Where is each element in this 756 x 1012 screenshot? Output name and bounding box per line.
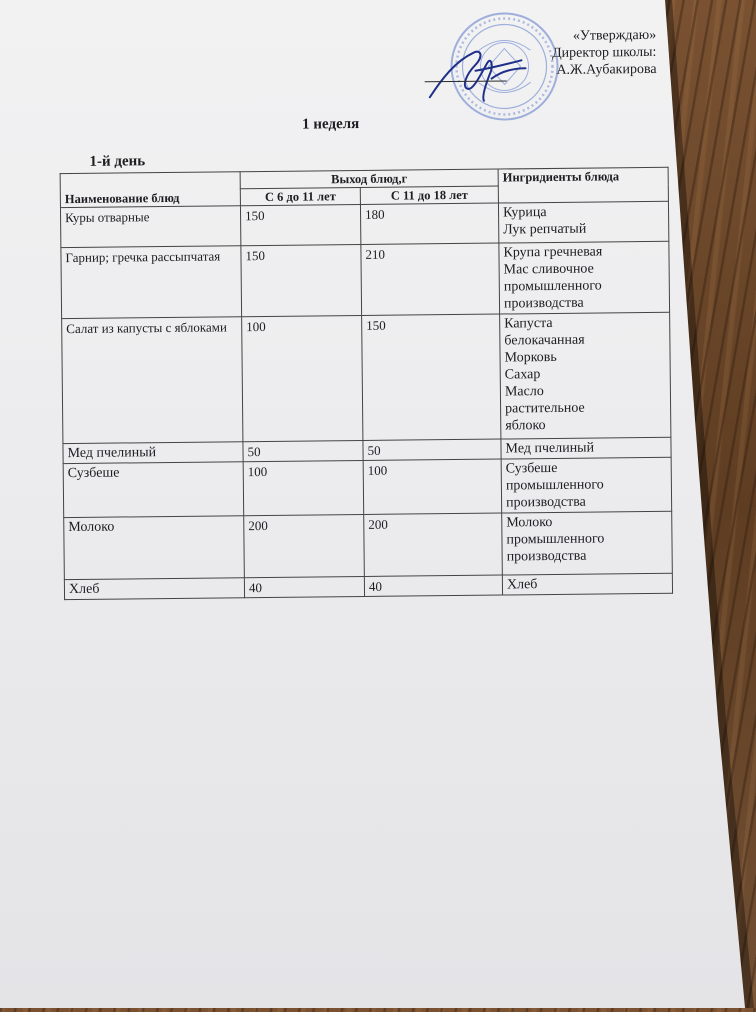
- ingredients-cell: [499, 241, 670, 314]
- ingredient-line: промышленного: [505, 477, 604, 494]
- header-age-6-11: С 6 до 11 лет: [240, 187, 360, 205]
- ingredient-line: Крупа гречневая: [503, 244, 603, 261]
- ingredient-line: производства: [503, 295, 584, 312]
- approval-line-3: А.Ж.Аубакирова: [556, 61, 657, 78]
- ingredient-line: промышленного: [506, 531, 605, 548]
- ingredient-line: Масло: [504, 384, 544, 400]
- table-row: [60, 201, 668, 247]
- ingredient-line: Морковь: [504, 349, 557, 366]
- dish-name-cell: Хлеб: [64, 578, 244, 600]
- dish-name-cell: Салат из капусты с яблоками: [62, 317, 243, 444]
- ingredient-line: Сузбеше: [505, 460, 558, 477]
- ingredients-cell: [498, 201, 668, 243]
- ingredient-line: производства: [506, 548, 587, 565]
- ingredient-line: Капуста: [504, 315, 553, 332]
- ingredient-line: Лук репчатый: [503, 221, 587, 238]
- week-title: 1 неделя: [302, 115, 360, 133]
- yield-11-18-cell: 210: [361, 243, 500, 315]
- ingredients-cell: [501, 437, 671, 459]
- header-dish-name: Наименование блюд: [60, 172, 240, 208]
- dish-name-cell: Молоко: [64, 516, 245, 580]
- ingredients-cell: [502, 511, 673, 575]
- yield-6-11-cell: 100: [243, 460, 364, 515]
- menu-table-body: [60, 201, 672, 599]
- ingredients-cell: [502, 573, 672, 595]
- table-row: [62, 312, 671, 443]
- header-age-11-18: С 11 до 18 лет: [360, 186, 498, 204]
- approval-line-2: Директор школы:: [552, 44, 657, 61]
- header-yield: Выход блюд,г: [240, 169, 498, 189]
- ingredients-cell: [501, 457, 672, 513]
- ingredient-line: Курица: [502, 205, 547, 221]
- ingredient-line: Молоко: [506, 514, 553, 531]
- ingredient-line: промышленного: [503, 278, 602, 295]
- yield-11-18-cell: 40: [364, 575, 502, 596]
- ingredient-line: растительное: [505, 400, 585, 417]
- ingredient-line: белокачанная: [504, 332, 585, 349]
- dish-name-cell: Куры отварные: [60, 206, 240, 248]
- ingredient-line: яблоко: [505, 418, 546, 434]
- table-row: [63, 457, 672, 517]
- ingredient-line: производства: [506, 494, 586, 511]
- approval-line-1: «Утверждаю»: [572, 27, 657, 44]
- yield-11-18-cell: 100: [363, 459, 502, 514]
- table-row: [61, 241, 670, 318]
- yield-6-11-cell: 100: [242, 315, 363, 441]
- menu-table: [60, 167, 673, 600]
- approval-block: [496, 27, 657, 80]
- yield-6-11-cell: 150: [240, 204, 360, 245]
- yield-6-11-cell: 200: [244, 514, 365, 577]
- ingredient-line: Хлеб: [506, 577, 538, 593]
- day-title: 1-й день: [89, 153, 146, 170]
- yield-6-11-cell: 150: [241, 244, 362, 316]
- ingredient-line: Мед пчелиный: [505, 440, 595, 457]
- yield-6-11-cell: 40: [244, 576, 364, 597]
- yield-11-18-cell: 180: [360, 203, 498, 244]
- header-ingredients: Ингридиенты блюда: [498, 167, 668, 203]
- dish-name-cell: Гарнир; гречка рассыпчатая: [61, 246, 242, 319]
- ingredient-line: Сахар: [504, 367, 541, 383]
- yield-6-11-cell: 50: [243, 440, 363, 461]
- table-row: [64, 511, 673, 579]
- yield-11-18-cell: 150: [362, 314, 501, 440]
- dish-name-cell: Мед пчелиный: [63, 442, 243, 464]
- yield-11-18-cell: 50: [363, 439, 501, 460]
- dish-name-cell: Сузбеше: [63, 462, 244, 518]
- ingredients-cell: [500, 312, 671, 439]
- yield-11-18-cell: 200: [364, 513, 503, 576]
- ingredient-line: Мас сливочное: [503, 261, 594, 278]
